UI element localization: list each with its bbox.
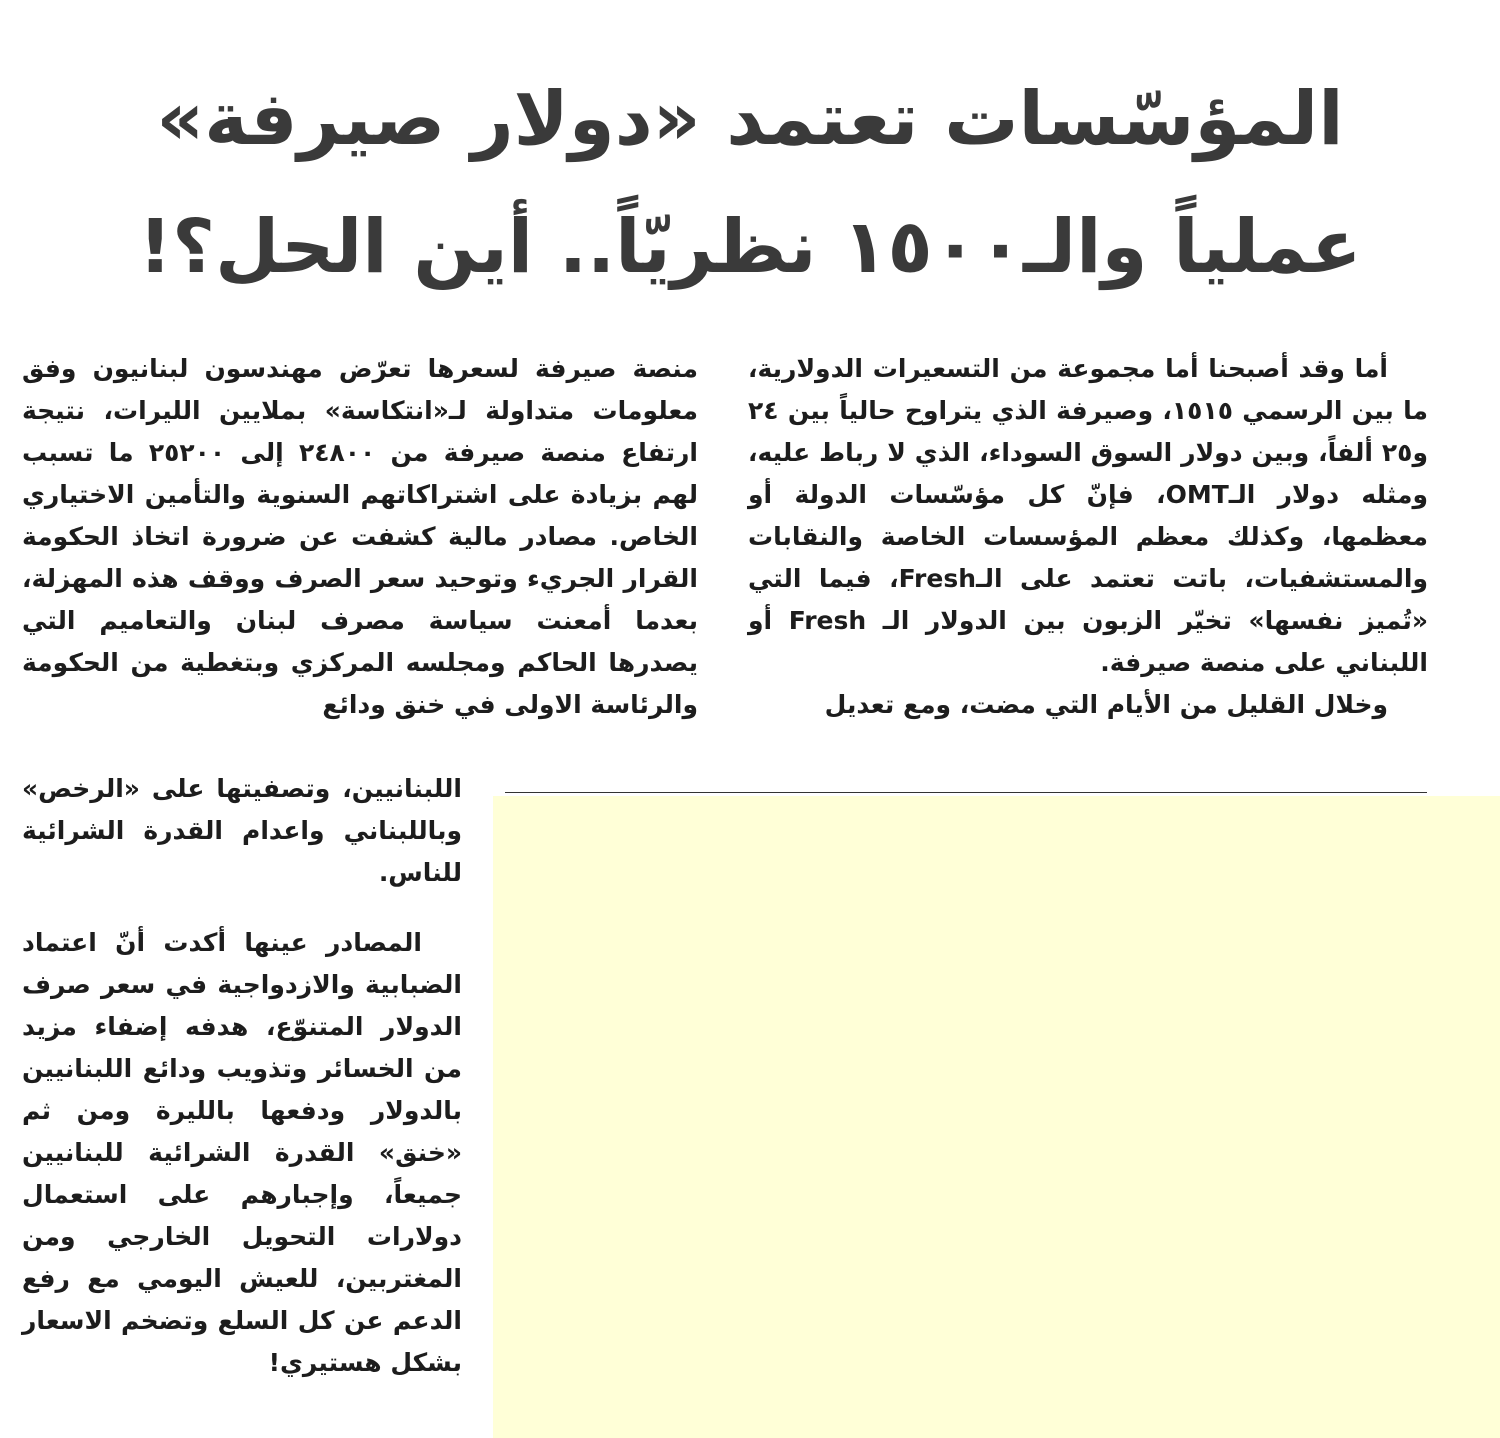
headline-line-2: عملياً والـ١٥٠٠ نظريّاً.. أين الحل؟! xyxy=(138,204,1362,290)
headline xyxy=(80,55,1420,311)
ad-placeholder-box xyxy=(493,796,1500,1438)
left-column-top xyxy=(22,348,698,726)
left-column-bottom-paragraph-1: اللبنانيين، وتصفيتها على «الرخص» وباللبناني واعدام القدرة الشرائية للناس. xyxy=(22,774,462,887)
right-column-paragraph-2: وخلال القليل من الأيام التي مضت، ومع تعديل xyxy=(824,690,1388,719)
left-column-bottom-paragraph-2: المصادر عينها أكدت أنّ اعتماد الضبابية والازدواجية في سعر صرف الدولار المتنوّع، هدفه إضفاء مزيد من الخسائر وتذويب ودائع اللبنانيين بالدولار ودفعها بالليرة ومن ثم «خنق» القدرة الشرائية للبنانيين جميعاً، وإجبارهم على استعمال دولارات التحويل الخارجي ومن المغتربين، للعيش اليومي مع رفع الدعم عن كل السلع وتضخم الاسعار بشكل هستيري! xyxy=(22,928,462,1377)
left-column-top-text: منصة صيرفة لسعرها تعرّض مهندسون لبنانيون وفق معلومات متداولة لـ«انتكاسة» بملايين الليرات، نتيجة ارتفاع منصة صيرفة من ٢٤٨٠٠ إلى ٢٥٢٠٠ ما تسبب لهم بزيادة على اشتراكاتهم السنوية والتأمين الاختياري الخاص. مصادر مالية كشفت عن ضرورة اتخاذ الحكومة القرار الجريء وتوحيد سعر الصرف ووقف هذه المهزلة، بعدما أمعنت سياسة مصرف لبنان والتعاميم التي يصدرها الحاكم ومجلسه المركزي وبتغطية من الحكومة والرئاسة الاولى في خنق ودائع xyxy=(22,354,698,719)
right-column-paragraph-1: أما وقد أصبحنا أما مجموعة من التسعيرات الدولارية، ما بين الرسمي ١٥١٥، وصيرفة الذي يتراوح حالياً بين ٢٤ و٢٥ ألفاً، وبين دولار السوق السوداء، الذي لا رباط عليه، ومثله دولار الـOMT، فإنّ كل مؤسّسات الدولة أو معظمها، وكذلك معظم المؤسسات الخاصة والنقابات والمستشفيات، باتت تعتمد على الـFresh، فيما التي «تُميز نفسها» تخيّر الزبون بين الدولار الـ Fresh أو اللبناني على منصة صيرفة. xyxy=(748,354,1429,677)
headline-line-1: المؤسّسات تعتمد «دولار صيرفة» xyxy=(156,76,1344,162)
left-column-bottom xyxy=(22,768,462,1384)
right-column xyxy=(748,348,1428,726)
section-divider xyxy=(505,792,1427,793)
